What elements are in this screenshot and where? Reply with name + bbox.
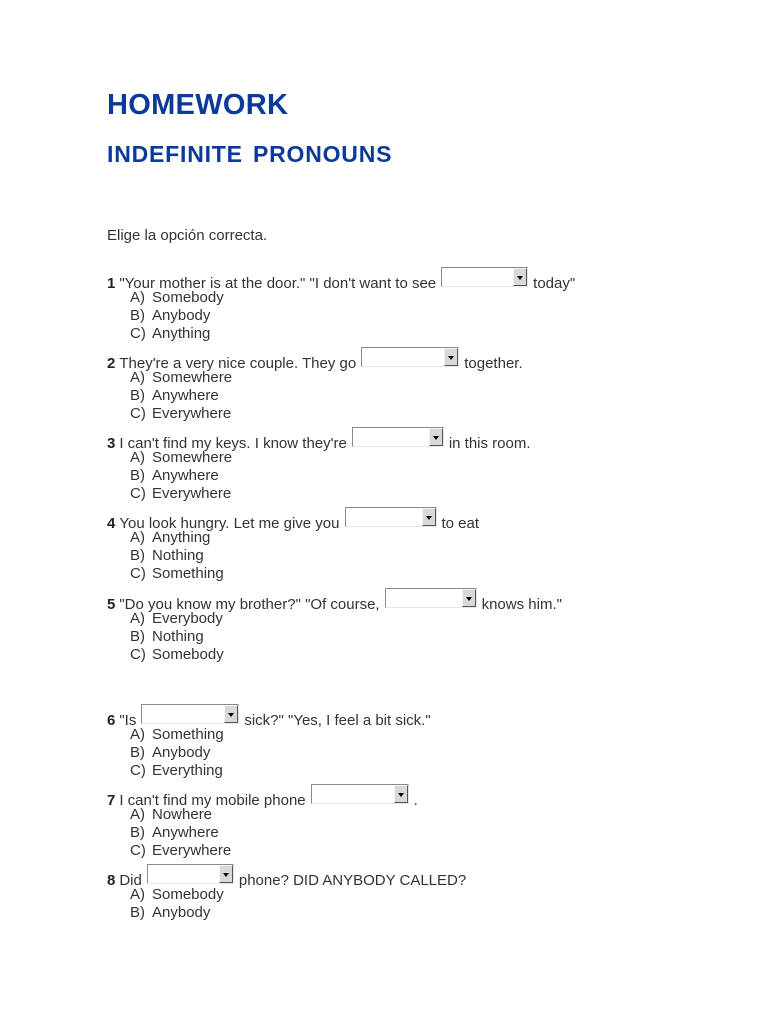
question-text-after: in this room.	[448, 435, 531, 452]
option-letter: B)	[130, 628, 145, 645]
question-number: 8	[107, 872, 116, 889]
answer-dropdown[interactable]	[311, 784, 409, 804]
question-8	[107, 868, 466, 922]
question-1	[107, 271, 575, 343]
option-text: Anything	[152, 325, 211, 342]
option-letter: B)	[130, 467, 145, 484]
dropdown-arrow-icon[interactable]	[462, 589, 476, 607]
answer-dropdown[interactable]	[141, 704, 239, 724]
option-c	[107, 842, 418, 860]
answer-dropdown[interactable]	[361, 347, 459, 367]
option-letter: B)	[130, 307, 145, 324]
question-text-after: together.	[464, 355, 523, 372]
question-6	[107, 708, 431, 780]
option-text: Anybody	[152, 744, 211, 761]
question-text-before: You look hungry. Let me give you	[119, 515, 340, 532]
option-text: Anybody	[152, 307, 211, 324]
question-text-after: sick?" "Yes, I feel a bit sick."	[244, 712, 431, 729]
answer-dropdown[interactable]	[147, 864, 234, 884]
dropdown-arrow-icon[interactable]	[394, 785, 408, 803]
instruction-text: Elige la opción correcta.	[107, 227, 268, 244]
question-line	[107, 431, 531, 452]
dropdown-arrow-icon[interactable]	[513, 268, 527, 286]
option-c	[107, 485, 531, 503]
option-letter: A)	[130, 806, 145, 823]
option-text: Everything	[152, 762, 223, 779]
option-b	[107, 547, 479, 565]
question-number: 3	[107, 435, 116, 452]
option-c	[107, 762, 431, 780]
option-letter: B)	[130, 904, 145, 921]
option-text: Somewhere	[152, 369, 233, 386]
option-letter: C)	[130, 842, 146, 859]
dropdown-arrow-icon[interactable]	[224, 705, 238, 723]
question-7	[107, 788, 418, 860]
option-letter: C)	[130, 325, 146, 342]
dropdown-arrow-icon[interactable]	[422, 508, 436, 526]
answer-dropdown[interactable]	[385, 588, 477, 608]
question-text-before: "Do you know my brother?" "Of course,	[119, 596, 380, 613]
question-number: 5	[107, 596, 116, 613]
dropdown-arrow-icon[interactable]	[429, 428, 443, 446]
question-line	[107, 592, 562, 613]
option-text: Anywhere	[152, 467, 219, 484]
question-number: 4	[107, 515, 116, 532]
option-letter: C)	[130, 646, 146, 663]
option-c	[107, 565, 479, 583]
question-line	[107, 351, 523, 372]
option-text: Somewhere	[152, 449, 233, 466]
question-4	[107, 511, 479, 583]
question-text-before: I can't find my mobile phone	[119, 792, 306, 809]
option-letter: A)	[130, 289, 145, 306]
question-text-before: Did	[119, 872, 142, 889]
question-line	[107, 511, 480, 532]
option-text: Everywhere	[152, 485, 232, 502]
option-letter: A)	[130, 726, 145, 743]
dropdown-arrow-icon[interactable]	[219, 865, 233, 883]
option-letter: A)	[130, 529, 145, 546]
option-letter: B)	[130, 744, 145, 761]
question-5	[107, 592, 562, 664]
option-text: Anything	[152, 529, 211, 546]
option-text: Everywhere	[152, 405, 232, 422]
question-text-before: "Your mother is at the door." "I don't want to see	[119, 275, 437, 292]
option-text: Somebody	[152, 646, 224, 663]
option-b	[107, 387, 523, 405]
question-line	[107, 868, 467, 889]
answer-dropdown[interactable]	[441, 267, 528, 287]
option-letter: A)	[130, 369, 145, 386]
option-letter: B)	[130, 824, 145, 841]
answer-dropdown[interactable]	[352, 427, 444, 447]
option-letter: C)	[130, 405, 146, 422]
question-text-after: today"	[533, 275, 576, 292]
option-letter: A)	[130, 886, 145, 903]
option-text: Somebody	[152, 886, 224, 903]
question-text-after: to eat	[441, 515, 480, 532]
option-text: Anywhere	[152, 824, 219, 841]
question-text-after: phone? DID ANYBODY CALLED?	[238, 872, 467, 889]
option-letter: C)	[130, 565, 146, 582]
dropdown-arrow-icon[interactable]	[444, 348, 458, 366]
question-number: 2	[107, 355, 116, 372]
option-text: Anybody	[152, 904, 211, 921]
question-line	[107, 271, 576, 292]
option-text: Nothing	[152, 547, 204, 564]
option-c	[107, 646, 562, 664]
option-letter: B)	[130, 547, 145, 564]
option-letter: A)	[130, 449, 145, 466]
option-text: Nowhere	[152, 806, 213, 823]
question-2	[107, 351, 523, 423]
option-text: Everywhere	[152, 842, 232, 859]
page-subtitle: INDEFINITE PRONOUNS	[107, 141, 393, 167]
option-b	[107, 628, 562, 646]
question-line	[107, 788, 418, 809]
question-text-before: They're a very nice couple. They go	[119, 355, 357, 372]
option-letter: A)	[130, 610, 145, 627]
option-c	[107, 405, 523, 423]
answer-dropdown[interactable]	[345, 507, 437, 527]
question-text-after: .	[413, 792, 418, 809]
option-b	[107, 824, 418, 842]
question-number: 1	[107, 275, 116, 292]
option-text: Everybody	[152, 610, 223, 627]
option-text: Something	[152, 565, 224, 582]
option-text: Nothing	[152, 628, 204, 645]
option-letter: C)	[130, 762, 146, 779]
question-text-before: I can't find my keys. I know they're	[119, 435, 347, 452]
page-title: HOMEWORK	[107, 89, 289, 121]
question-text-after: knows him."	[481, 596, 562, 613]
option-b	[107, 904, 466, 922]
option-letter: B)	[130, 387, 145, 404]
option-b	[107, 744, 431, 762]
question-number: 7	[107, 792, 116, 809]
option-text: Something	[152, 726, 224, 743]
question-text-before: "Is	[119, 712, 137, 729]
option-letter: C)	[130, 485, 146, 502]
option-b	[107, 307, 575, 325]
option-text: Somebody	[152, 289, 224, 306]
question-line	[107, 708, 431, 729]
option-b	[107, 467, 531, 485]
question-3	[107, 431, 531, 503]
option-c	[107, 325, 575, 343]
option-text: Anywhere	[152, 387, 219, 404]
question-number: 6	[107, 712, 116, 729]
